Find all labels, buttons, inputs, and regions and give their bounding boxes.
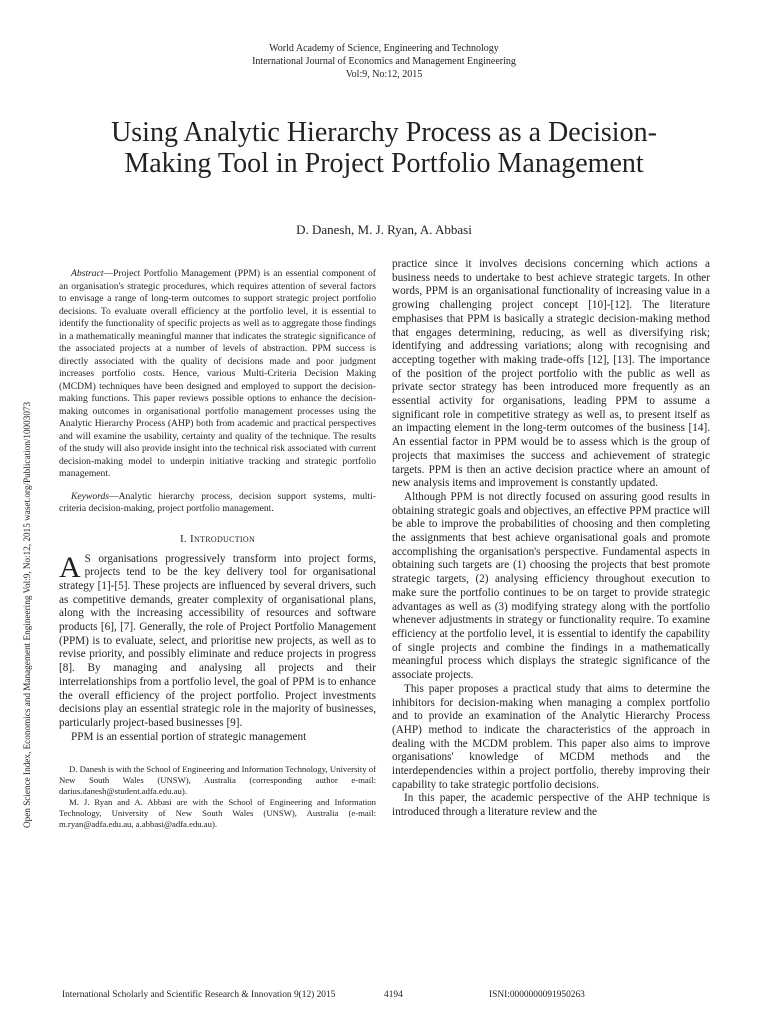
intro-paragraph-2: PPM is an essential portion of strategic management (71, 730, 307, 743)
journal-name: World Academy of Science, Engineering and Technology (269, 43, 499, 54)
right-paragraph-2: Although PPM is not directly focused on assuring good results in obtaining strategic goals and objectives, an effective PPM practice will be able to improve the probabilities of choosing and then completing the assignments that best achieve organisational goals and promote accomplishing the organisation's perspective. Fundamental aspects in obtaining such targets are (1) choosing the projects that best promote strategic targets, (2) analysing efficiency throughout execution to make sure the portfolio continues to be on target to provide strategic advantages as well as (3) modifying strategy along with the portfolio whenever adjustments in strategy or functionality require. To examine efficiency at the portfolio level, it is essential to identify the capability of single projects and combine the findings in a mathematically meaningful process which displays the strategic significance of the associate projects. (392, 490, 710, 682)
abstract-text: Project Portfolio Management (PPM) is an essential component of an organisation's strategic procedures, which requires attention of several factors to envisage a range of long-term outcomes to support strategic project portfolio decisions. To evaluate overall efficiency at the portfolio level, it is essential to identify the functionality of specific projects as well as to aggregate those findings in a mathematically meaningful manner that indicates the strategic significance of the associated projects at a number of levels of abstraction. PPM success is directly associated with the quality of decisions made and poor judgment increases portfolio costs. Hence, various Multi-Criteria Decision Making (MCDM) techniques have been designed and employed to support the decision-making functions. This paper reviews possible options to enhance the decision-making outcomes in organisational portfolio management processes using the Analytic Hierarchy Process (AHP) both from academic and practical perspectives and will examine the usability, certainty and quality of the technique. The results of the study will also provide insight into the technical risk associated with current decision-making model to underpin initiative tracking and strategic portfolio management. (59, 268, 376, 479)
keywords-text: Analytic hierarchy process, decision support systems, multi-criteria decision-making, project portfolio management. (59, 490, 376, 514)
right-paragraph-4: In this paper, the academic perspective of the AHP technique is introduced through a literature review and the (392, 792, 710, 819)
right-paragraph-3: This paper proposes a practical study that aims to determine the inhibitors for decision-making when managing a complex portfolio and to provide an examination of the Analytic Hierarchy Process (AHP) method to indicate the characteristics of the approach in dealing with the MCDM problem. This paper also aims to improve organisations' knowledge of MCDM methods and the interdependencies within a project portfolio, thereby improving their capability to take strategic portfolio decisions. (392, 682, 710, 791)
paper-authors: D. Danesh, M. J. Ryan, A. Abbasi (296, 222, 472, 237)
footer-publisher: International Scholarly and Scientific Research & Innovation 9(12) 2015 (62, 990, 336, 1000)
abstract-dash: — (103, 268, 114, 279)
section-title: Introduction (190, 532, 256, 545)
journal-header (0, 42, 768, 81)
footnotes (59, 764, 376, 830)
keywords-label: Keywords (71, 490, 110, 502)
drop-cap: A (59, 550, 81, 584)
side-publication-text: Open Science Index, Economics and Management Engineering Vol:9, No:12, 2015 waset.org/Publication/10003073 (22, 401, 32, 828)
right-column (392, 258, 710, 820)
intro-text-1: S organisations progressively transform into project forms, projects tend to be the key delivery tool for organisational strategy [1]-[5]. These projects are influenced by several drivers, such as competitive demands, greater complexity of organisational plans, along with the increasing accessibility of resources and software products [6], [7]. Generally, the role of Project Portfolio Management (PPM) is to evaluate, select, and prioritise new projects, as well as to revise priority, and possibly eliminate and reduce projects in progress [8]. By managing and analysing all projects and their interrelationships from a portfolio level, the goal of PPM is to enhance the overall efficiency of the project portfolio. Project investments decisions play an essential strategic role in the majority of businesses, particularly project-based businesses [9]. (59, 552, 376, 729)
journal-volume: Vol:9, No:12, 2015 (345, 69, 423, 80)
keywords-dash: — (109, 490, 119, 502)
journal-subtitle: International Journal of Economics and Management Engineering (252, 56, 516, 67)
keywords (59, 491, 376, 516)
footer-page-number: 4194 (384, 990, 403, 1000)
right-paragraph-1: practice since it involves decisions concerning which actions a business needs to undertake to best achieve strategic targets. In other words, PPM is an organisational functionality of increasing value in a growing challenging project concept [10]-[12]. The literature emphasises that PPM is basically a strategic decision-making method that engages determining, reducing, as well as diversifying risk; identifying and addressing variations; along with recognising and accepting together with making trade-offs [12], [13]. The importance of the position of the project portfolio with the public as well as private sector strategy has been introduced more frequently as an essential activity for organisations, leading PPM to assume a significant role in competitive strategy as well as, to present itself as an impacting element in the long-term outcomes of the business [14]. An essential factor in PPM would be to assess which is the group of projects that maximises the success and achievement of strategic targets. PPM is then an active decision practice where an amount of new analysis items and improvement is constantly updated. (392, 258, 710, 490)
abstract (59, 268, 376, 481)
section-heading (59, 533, 376, 545)
section-number: I. (179, 532, 187, 545)
side-margin (22, 328, 38, 828)
footer-isni: ISNI:0000000091950263 (489, 990, 585, 1000)
left-column (59, 268, 376, 830)
paper-title: Using Analytic Hierarchy Process as a Decision-Making Tool in Project Portfolio Management (111, 117, 657, 179)
intro-paragraph-1 (59, 550, 376, 731)
footnote-2: M. J. Ryan and A. Abbasi are with the School of Engineering and Information Technology, University of New South Wales (UNSW), Australia (e-mail: m.ryan@adfa.edu.au, a.abbasi@adfa.edu.au). (59, 797, 376, 830)
footnote-1: D. Danesh is with the School of Engineering and Information Technology, University of New South Wales (UNSW), Australia (corresponding author e-mail: darius.danesh@student.adfa.edu.au). (59, 764, 376, 797)
abstract-label: Abstract (71, 268, 104, 279)
